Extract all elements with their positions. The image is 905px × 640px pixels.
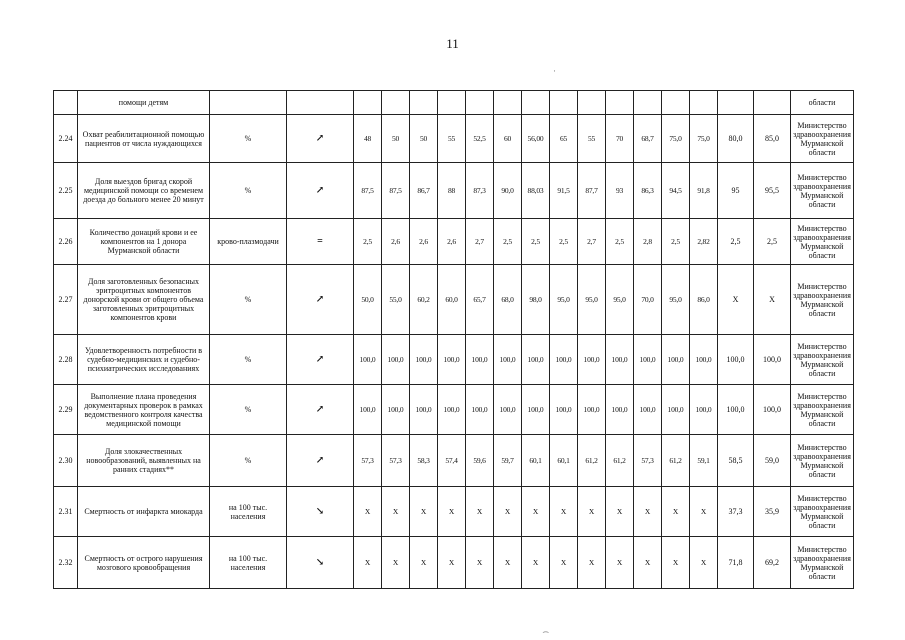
trend-direction-cell: ↗ bbox=[287, 385, 354, 435]
row-number-cell: 2.29 bbox=[54, 385, 78, 435]
year-value-cell: 55 bbox=[578, 115, 606, 163]
year-value-cell: 58,3 bbox=[410, 435, 438, 487]
year-value-cell: 100,0 bbox=[382, 385, 410, 435]
year-value-cell: 100,0 bbox=[354, 335, 382, 385]
row-number-cell: 2.24 bbox=[54, 115, 78, 163]
year-value-cell: 57,3 bbox=[634, 435, 662, 487]
year-value-cell: Х bbox=[494, 537, 522, 589]
trend-direction-cell: = bbox=[287, 219, 354, 265]
year-value-cell: 2,7 bbox=[578, 219, 606, 265]
year-value-cell: 87,7 bbox=[578, 163, 606, 219]
year-value-cell: 100,0 bbox=[606, 335, 634, 385]
page-number: 11 bbox=[446, 36, 459, 51]
year-value-cell: 60,0 bbox=[438, 265, 466, 335]
table-row bbox=[54, 115, 854, 163]
year-value-cell: 61,2 bbox=[662, 435, 690, 487]
year-value-cell: 59,7 bbox=[494, 435, 522, 487]
year-value-cell: 100,0 bbox=[466, 385, 494, 435]
row-number-cell bbox=[54, 91, 78, 115]
year-value-cell: 75,0 bbox=[690, 115, 718, 163]
year-value-cell: Х bbox=[522, 537, 550, 589]
year-value-cell: 57,3 bbox=[382, 435, 410, 487]
responsible-org-cell: Министерство здравоохранения Мурманской области bbox=[791, 219, 854, 265]
year-value-cell: 100,0 bbox=[690, 335, 718, 385]
year-value-cell: 100,0 bbox=[690, 385, 718, 435]
table-row bbox=[54, 385, 854, 435]
responsible-org-cell: Министерство здравоохранения Мурманской области bbox=[791, 335, 854, 385]
year-value-cell: 100,0 bbox=[550, 385, 578, 435]
responsible-org-cell: Министерство здравоохранения Мурманской области bbox=[791, 265, 854, 335]
year-value-cell: 68,0 bbox=[494, 265, 522, 335]
trend-cell bbox=[287, 91, 354, 115]
year-value-cell: 100,0 bbox=[634, 385, 662, 435]
row-number-cell: 2.27 bbox=[54, 265, 78, 335]
year-value-cell: 100,0 bbox=[606, 385, 634, 435]
year-value-cell: 2,82 bbox=[690, 219, 718, 265]
year-value-cell: 100,0 bbox=[550, 335, 578, 385]
year-value-cell: 68,7 bbox=[634, 115, 662, 163]
target-value-cell: 100,0 bbox=[718, 385, 754, 435]
year-value-cell: Х bbox=[690, 487, 718, 537]
responsible-org-cell: Министерство здравоохранения Мурманской области bbox=[791, 487, 854, 537]
year-value-cell: 2,5 bbox=[662, 219, 690, 265]
year-value-cell: 91,8 bbox=[690, 163, 718, 219]
year-value-cell: 57,4 bbox=[438, 435, 466, 487]
year-value-cell: 61,2 bbox=[606, 435, 634, 487]
year-value-cell: 60,2 bbox=[410, 265, 438, 335]
year-value-cell: 100,0 bbox=[494, 385, 522, 435]
indicator-name-cell: Удовлетворенность потребности в судебно-медицинских и судебно-психиатрических исследованиях bbox=[78, 335, 210, 385]
unit-cell bbox=[210, 91, 287, 115]
year-value-cell: Х bbox=[354, 537, 382, 589]
year-value-cell: Х bbox=[382, 487, 410, 537]
year-value-cell: 50 bbox=[410, 115, 438, 163]
year-value-cell: 61,2 bbox=[578, 435, 606, 487]
year-value-cell: 100,0 bbox=[438, 335, 466, 385]
year-value-cell: 2,6 bbox=[438, 219, 466, 265]
year-value-cell: Х bbox=[550, 537, 578, 589]
year-value-cell: Х bbox=[494, 487, 522, 537]
year-value-cell: Х bbox=[606, 537, 634, 589]
year-value-cell: 50,0 bbox=[354, 265, 382, 335]
year-value-cell: 100,0 bbox=[494, 335, 522, 385]
year-value-cell: 2,5 bbox=[522, 219, 550, 265]
year-value-cell: 95,0 bbox=[662, 265, 690, 335]
target-value-cell: 59,0 bbox=[754, 435, 791, 487]
trend-direction-cell: ↘ bbox=[287, 537, 354, 589]
year-value-cell: Х bbox=[634, 537, 662, 589]
year-value-cell: 100,0 bbox=[634, 335, 662, 385]
trend-direction-cell: ↗ bbox=[287, 163, 354, 219]
target-value-cell: 71,8 bbox=[718, 537, 754, 589]
unit-cell: % bbox=[210, 335, 287, 385]
year-value-cell: Х bbox=[606, 487, 634, 537]
year-value-cell: 60,1 bbox=[522, 435, 550, 487]
year-value-cell: 70,0 bbox=[634, 265, 662, 335]
target-value-cell: 35,9 bbox=[754, 487, 791, 537]
year-value-cell: 59,1 bbox=[690, 435, 718, 487]
target-value-cell: 80,0 bbox=[718, 115, 754, 163]
year-value-cell: Х bbox=[662, 487, 690, 537]
table-row bbox=[54, 537, 854, 589]
row-number-cell: 2.28 bbox=[54, 335, 78, 385]
year-value-cell: 60 bbox=[494, 115, 522, 163]
unit-cell: % bbox=[210, 435, 287, 487]
responsible-org-cell: Министерство здравоохранения Мурманской области bbox=[791, 385, 854, 435]
year-value-cell: 60,1 bbox=[550, 435, 578, 487]
year-value-cell: Х bbox=[690, 537, 718, 589]
year-value-cell: Х bbox=[382, 537, 410, 589]
year-value-cell: 2,6 bbox=[382, 219, 410, 265]
indicator-name-cell: Доля выездов бригад скорой медицинской помощи со временем доезда до больного менее 20 минут bbox=[78, 163, 210, 219]
indicators-table bbox=[53, 90, 854, 589]
year-value-cell: 65 bbox=[550, 115, 578, 163]
year-value-cell: 2,5 bbox=[550, 219, 578, 265]
unit-cell: % bbox=[210, 115, 287, 163]
year-value-cell: 98,0 bbox=[522, 265, 550, 335]
year-value-cell: Х bbox=[550, 487, 578, 537]
year-value-cell: 100,0 bbox=[578, 335, 606, 385]
trend-direction-cell: ↘ bbox=[287, 487, 354, 537]
indicator-name-cell: Смертность от инфаркта миокарда bbox=[78, 487, 210, 537]
year-value-cell: Х bbox=[578, 487, 606, 537]
year-value-cell: 100,0 bbox=[662, 335, 690, 385]
table-row bbox=[54, 265, 854, 335]
indicator-name-cell: помощи детям bbox=[78, 91, 210, 115]
indicator-name-cell: Выполнение плана проведения документарных проверок в рамках ведомственного контроля качества медицинской помощи bbox=[78, 385, 210, 435]
row-number-cell: 2.31 bbox=[54, 487, 78, 537]
year-value-cell: Х bbox=[410, 537, 438, 589]
year-value-cell: 100,0 bbox=[438, 385, 466, 435]
year-value-cell: 86,3 bbox=[634, 163, 662, 219]
year-value-cell: 65,7 bbox=[466, 265, 494, 335]
year-value-cell: 2,6 bbox=[410, 219, 438, 265]
indicator-name-cell: Доля злокачественных новообразований, выявленных на ранних стадиях** bbox=[78, 435, 210, 487]
year-value-cell: 100,0 bbox=[522, 385, 550, 435]
year-value-cell: 95,0 bbox=[578, 265, 606, 335]
year-value-cell: 87,5 bbox=[382, 163, 410, 219]
target-value-cell: 100,0 bbox=[754, 385, 791, 435]
indicator-name-cell: Охват реабилитационной помощью пациентов от числа нуждающихся bbox=[78, 115, 210, 163]
year-value-cell: Х bbox=[466, 487, 494, 537]
unit-cell: % bbox=[210, 163, 287, 219]
indicator-name-cell: Количество донаций крови и ее компонентов на 1 донора Мурманской области bbox=[78, 219, 210, 265]
unit-cell: крово-плазмодачи bbox=[210, 219, 287, 265]
target-value-cell: 95,5 bbox=[754, 163, 791, 219]
unit-cell: % bbox=[210, 385, 287, 435]
unit-cell: на 100 тыс. населения bbox=[210, 487, 287, 537]
year-value-cell: Х bbox=[522, 487, 550, 537]
year-value-cell: 48 bbox=[354, 115, 382, 163]
year-value-cell: 2,5 bbox=[494, 219, 522, 265]
year-value-cell: 55,0 bbox=[382, 265, 410, 335]
year-value-cell: 52,5 bbox=[466, 115, 494, 163]
year-value-cell: 56,00 bbox=[522, 115, 550, 163]
year-value-cell: 100,0 bbox=[522, 335, 550, 385]
indicator-name-cell: Доля заготовленных безопасных эритроцитных компонентов донорской крови от общего объема заготовленных эритроцитных компонентов крови bbox=[78, 265, 210, 335]
year-value-cell: 50 bbox=[382, 115, 410, 163]
unit-cell: % bbox=[210, 265, 287, 335]
year-value-cell: 95,0 bbox=[606, 265, 634, 335]
row-number-cell: 2.25 bbox=[54, 163, 78, 219]
target-value-cell: 69,2 bbox=[754, 537, 791, 589]
target-value-cell: 85,0 bbox=[754, 115, 791, 163]
year-value-cell: Х bbox=[634, 487, 662, 537]
year-value-cell: 86,0 bbox=[690, 265, 718, 335]
year-value-cell: 100,0 bbox=[578, 385, 606, 435]
year-value-cell: Х bbox=[466, 537, 494, 589]
year-value-cell: 90,0 bbox=[494, 163, 522, 219]
year-value-cell: Х bbox=[662, 537, 690, 589]
target-value-cell: 2,5 bbox=[718, 219, 754, 265]
year-value-cell: Х bbox=[578, 537, 606, 589]
indicator-name-cell: Смертность от острого нарушения мозгового кровообращения bbox=[78, 537, 210, 589]
table-row bbox=[54, 487, 854, 537]
year-value-cell: 86,7 bbox=[410, 163, 438, 219]
table-row bbox=[54, 435, 854, 487]
row-number-cell: 2.30 bbox=[54, 435, 78, 487]
scan-speck: · bbox=[553, 66, 556, 76]
year-value-cell: 87,3 bbox=[466, 163, 494, 219]
year-value-cell: 100,0 bbox=[410, 385, 438, 435]
year-value-cell: 94,5 bbox=[662, 163, 690, 219]
year-value-cell: 2,8 bbox=[634, 219, 662, 265]
year-value-cell: 100,0 bbox=[410, 335, 438, 385]
year-value-cell: 100,0 bbox=[382, 335, 410, 385]
row-number-cell: 2.32 bbox=[54, 537, 78, 589]
year-value-cell: 100,0 bbox=[354, 385, 382, 435]
year-value-cell: 100,0 bbox=[466, 335, 494, 385]
year-value-cell: 55 bbox=[438, 115, 466, 163]
year-value-cell: 2,5 bbox=[606, 219, 634, 265]
target-value-cell: 37,3 bbox=[718, 487, 754, 537]
year-value-cell: Х bbox=[410, 487, 438, 537]
year-value-cell: 2,5 bbox=[354, 219, 382, 265]
table-row-continuation bbox=[54, 91, 854, 115]
year-value-cell: 100,0 bbox=[662, 385, 690, 435]
year-value-cell: 93 bbox=[606, 163, 634, 219]
year-value-cell: 57,3 bbox=[354, 435, 382, 487]
unit-cell: на 100 тыс. населения bbox=[210, 537, 287, 589]
target-value-cell: 100,0 bbox=[754, 335, 791, 385]
trend-direction-cell: ↗ bbox=[287, 435, 354, 487]
year-value-cell: 87,5 bbox=[354, 163, 382, 219]
responsible-org-cell: Министерство здравоохранения Мурманской области bbox=[791, 115, 854, 163]
target-value-cell: 2,5 bbox=[754, 219, 791, 265]
year-value-cell: 70 bbox=[606, 115, 634, 163]
target-value-cell: 58,5 bbox=[718, 435, 754, 487]
responsible-org-cell: Министерство здравоохранения Мурманской области bbox=[791, 537, 854, 589]
responsible-org-cell: области bbox=[791, 91, 854, 115]
trend-direction-cell: ↗ bbox=[287, 265, 354, 335]
year-value-cell: 88 bbox=[438, 163, 466, 219]
table-body bbox=[54, 91, 854, 589]
target-value-cell: 95 bbox=[718, 163, 754, 219]
trend-direction-cell: ↗ bbox=[287, 335, 354, 385]
responsible-org-cell: Министерство здравоохранения Мурманской области bbox=[791, 163, 854, 219]
year-value-cell: Х bbox=[354, 487, 382, 537]
year-value-cell: 2,7 bbox=[466, 219, 494, 265]
target-value-cell: Х bbox=[718, 265, 754, 335]
year-value-cell: 95,0 bbox=[550, 265, 578, 335]
year-value-cell: 91,5 bbox=[550, 163, 578, 219]
year-value-cell: Х bbox=[438, 487, 466, 537]
table-row bbox=[54, 219, 854, 265]
target-value-cell: 100,0 bbox=[718, 335, 754, 385]
year-value-cell: 59,6 bbox=[466, 435, 494, 487]
table-row bbox=[54, 163, 854, 219]
table-row bbox=[54, 335, 854, 385]
row-number-cell: 2.26 bbox=[54, 219, 78, 265]
year-value-cell: 75,0 bbox=[662, 115, 690, 163]
year-value-cell: Х bbox=[438, 537, 466, 589]
responsible-org-cell: Министерство здравоохранения Мурманской области bbox=[791, 435, 854, 487]
target-value-cell: Х bbox=[754, 265, 791, 335]
trend-direction-cell: ↗ bbox=[287, 115, 354, 163]
year-value-cell: 88,03 bbox=[522, 163, 550, 219]
